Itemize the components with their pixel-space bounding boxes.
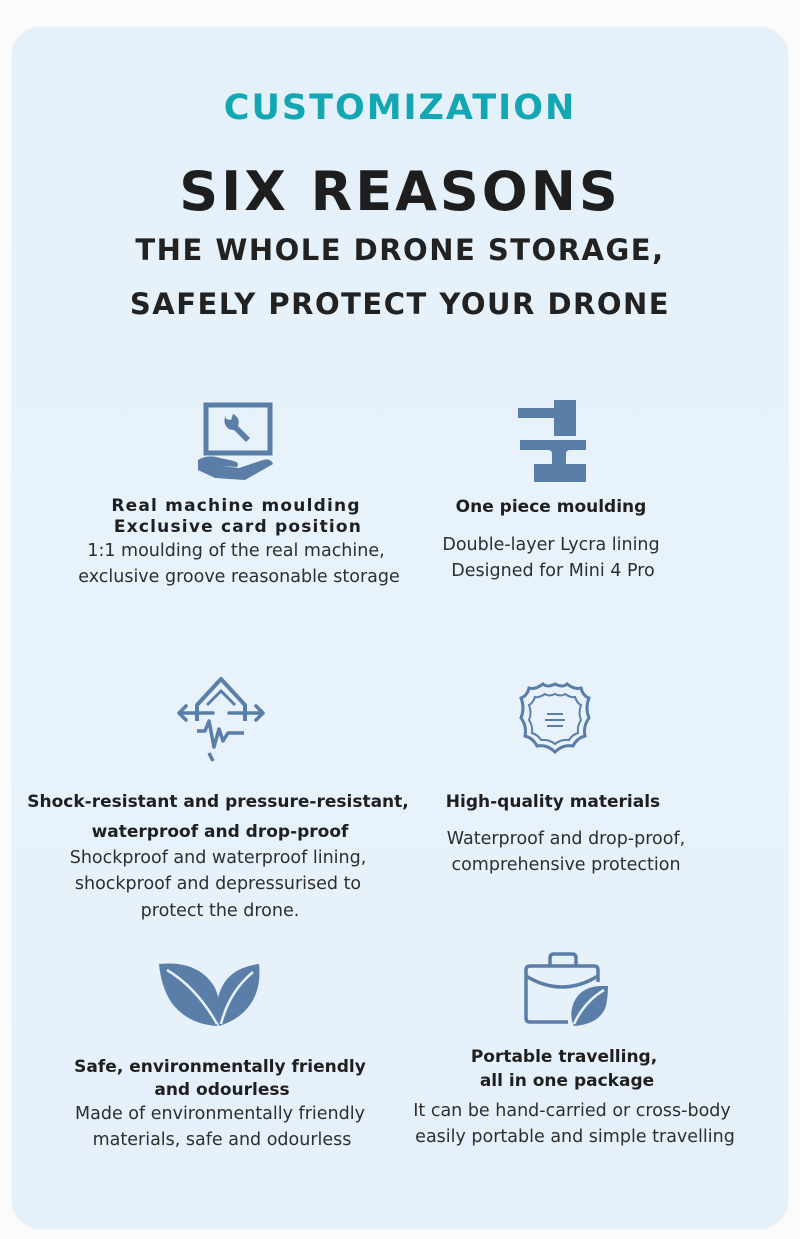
feature-6-title-line-2: all in one package	[479, 1071, 655, 1091]
feature-3-desc-line-2: shockproof and depressurised to	[74, 874, 362, 894]
subtitle-line-2: SAFELY PROTECT YOUR DRONE	[129, 287, 671, 321]
feature-3-title-line-1: Shock-resistant and pressure-resistant,	[27, 792, 409, 812]
feature-4-title: High-quality materials	[445, 792, 661, 812]
feature-5-desc-line-2: materials, safe and odourless	[92, 1130, 352, 1150]
moulding-block-icon	[516, 400, 590, 484]
shock-pressure-icon	[175, 675, 267, 763]
feature-1-title-line-1: Real machine moulding	[111, 496, 361, 516]
feature-3-desc-line-1: Shockproof and waterproof lining,	[69, 848, 367, 868]
feature-4-desc-line-1: Waterproof and drop-proof,	[446, 829, 686, 849]
leather-hide-icon	[518, 680, 592, 760]
wrench-monitor-hand-icon	[192, 402, 284, 486]
feature-5-title-line-1: Safe, environmentally friendly	[74, 1057, 366, 1077]
subtitle-line-1: THE WHOLE DRONE STORAGE,	[135, 233, 665, 267]
feature-2-title: One piece moulding	[455, 497, 647, 517]
feature-4-desc-line-2: comprehensive protection	[451, 855, 681, 875]
feature-5-desc-line-1: Made of environmentally friendly	[75, 1104, 365, 1124]
feature-6-desc-line-2: easily portable and simple travelling	[415, 1127, 735, 1147]
feature-3-title-line-2: waterproof and drop-proof	[91, 822, 349, 842]
feature-2-desc-line-2: Designed for Mini 4 Pro	[451, 561, 655, 581]
feature-2-desc-line-1: Double-layer Lycra lining	[442, 535, 660, 555]
briefcase-leaf-icon	[524, 952, 610, 1028]
feature-3-desc-line-3: protect the drone.	[140, 901, 300, 921]
feature-6-title-line-1: Portable travelling,	[470, 1047, 658, 1067]
feature-6-desc-line-1: It can be hand-carried or cross-body	[413, 1101, 731, 1121]
eyebrow-heading: CUSTOMIZATION	[223, 88, 577, 128]
leaves-icon	[157, 958, 261, 1028]
page-title: SIX REASONS	[179, 160, 621, 223]
feature-1-desc-line-1: 1:1 moulding of the real machine,	[87, 541, 385, 561]
feature-1-desc-line-2: exclusive groove reasonable storage	[78, 567, 400, 587]
feature-1-title-line-2: Exclusive card position	[113, 517, 363, 537]
feature-5-title-line-2: and odourless	[154, 1080, 290, 1100]
